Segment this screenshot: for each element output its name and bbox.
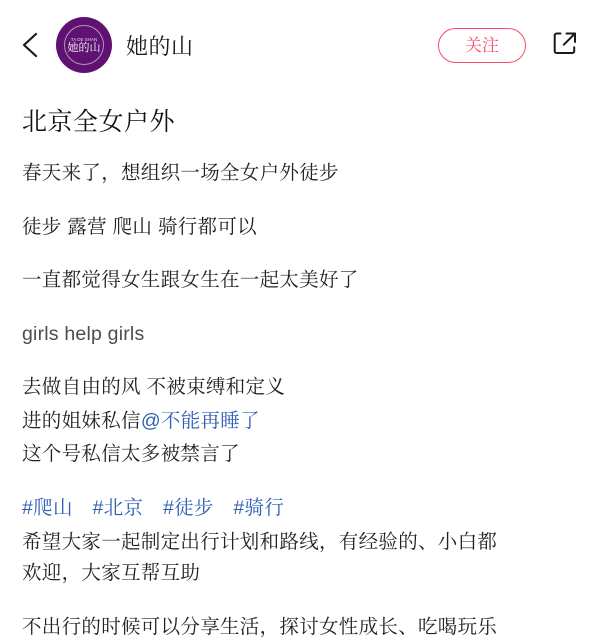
mention-link[interactable]: @不能再睡了 (140, 409, 260, 432)
avatar[interactable] (56, 17, 112, 73)
author-name[interactable]: 她的山 (126, 33, 194, 59)
post-block-mention (22, 372, 578, 471)
post-tail-line: 欢迎，大家互帮互助 (22, 562, 201, 585)
post-notice-line: 这个号私信太多被禁言了 (22, 443, 240, 466)
tag-list (22, 493, 578, 525)
post-last-line: 不出行的时候可以分享生活，探讨女性成长、吃喝玩乐 (22, 615, 498, 638)
post-paragraph-latin: girls help girls (22, 322, 145, 345)
post-content (0, 90, 600, 643)
avatar-sub-text: TA DE SHAN (70, 37, 98, 42)
share-button[interactable] (548, 28, 582, 62)
avatar-name-text: 她的山 (67, 42, 101, 54)
follow-button[interactable]: 关注 (438, 28, 526, 63)
post-paragraph: 徒步 露营 爬山 骑行都可以 (22, 215, 257, 238)
tag-item[interactable]: #骑行 (233, 497, 285, 520)
post-paragraph: 一直都觉得女生跟女生在一起太美好了 (22, 269, 359, 292)
mention-line-prefix: 进的姐妹私信 (22, 409, 141, 432)
tag-item[interactable]: #北京 (92, 497, 144, 520)
tag-item[interactable]: #爬山 (22, 497, 73, 520)
post-paragraph: 春天来了，想组织一场全女户外徒步 (22, 162, 339, 184)
tag-item[interactable]: #徒步 (162, 497, 214, 520)
post-tail-line: 希望大家一起制定出行计划和路线，有经验的、小白都 (22, 530, 498, 553)
post-paragraph: 去做自由的风 不被束缚和定义 (22, 376, 286, 399)
page-header (0, 0, 600, 90)
post-title: 北京全女户外 (22, 108, 176, 136)
back-button[interactable] (14, 28, 48, 62)
chevron-left-icon (19, 30, 43, 60)
avatar-inner-ring (64, 25, 104, 65)
post-mention-line (22, 406, 578, 438)
share-external-icon (551, 29, 579, 62)
